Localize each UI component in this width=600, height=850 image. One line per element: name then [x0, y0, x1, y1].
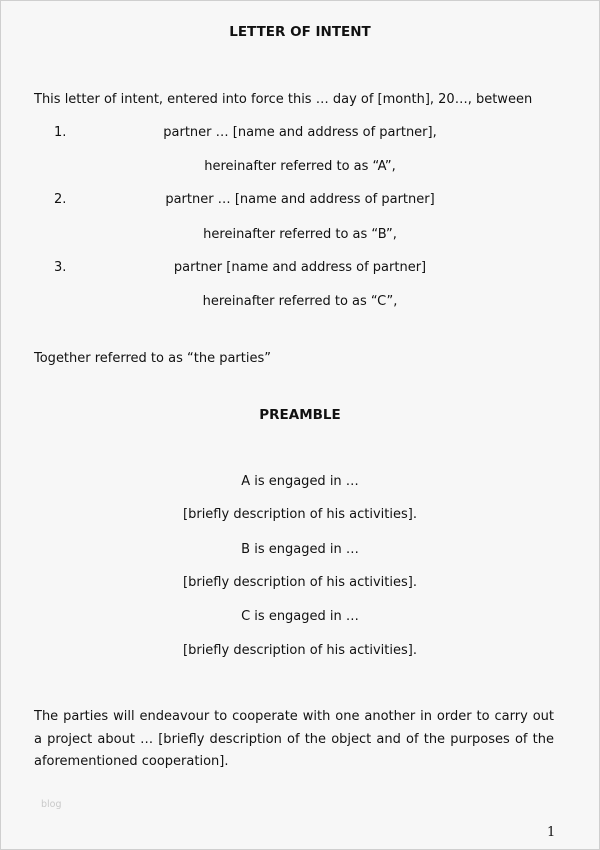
- closing-paragraph: The parties will endeavour to cooperate with one another in order to carry out a project about … [briefly description of the object and of the purposes of the aforementioned cooperation].: [34, 709, 554, 769]
- together-text: Together referred to as “the parties”: [34, 351, 271, 366]
- preamble-engaged-c: C is engaged in …: [241, 609, 359, 624]
- party-number-2: 2.: [54, 192, 67, 207]
- party-line-2: partner … [name and address of partner]: [165, 192, 435, 207]
- preamble-engaged-a: A is engaged in …: [241, 474, 359, 489]
- party-line-1: partner … [name and address of partner],: [163, 125, 437, 140]
- preamble-description-a: [briefly description of his activities].: [183, 507, 417, 522]
- party-referred-1: hereinafter referred to as “A”,: [204, 159, 396, 174]
- party-number-1: 1.: [54, 125, 67, 140]
- page-number: 1: [547, 825, 556, 840]
- preamble-engaged-b: B is engaged in …: [241, 542, 359, 557]
- party-number-3: 3.: [54, 260, 67, 275]
- party-line-3: partner [name and address of partner]: [173, 260, 427, 275]
- preamble-heading: PREAMBLE: [259, 407, 341, 423]
- watermark-text: blog: [41, 799, 62, 810]
- party-referred-3: hereinafter referred to as “C”,: [202, 294, 398, 309]
- intro-text: This letter of intent, entered into force this … day of [month], 20…, between: [34, 92, 533, 107]
- party-referred-2: hereinafter referred to as “B”,: [203, 227, 397, 242]
- preamble-description-c: [briefly description of his activities].: [183, 643, 417, 658]
- document-title: LETTER OF INTENT: [229, 24, 371, 40]
- preamble-description-b: [briefly description of his activities].: [183, 575, 417, 590]
